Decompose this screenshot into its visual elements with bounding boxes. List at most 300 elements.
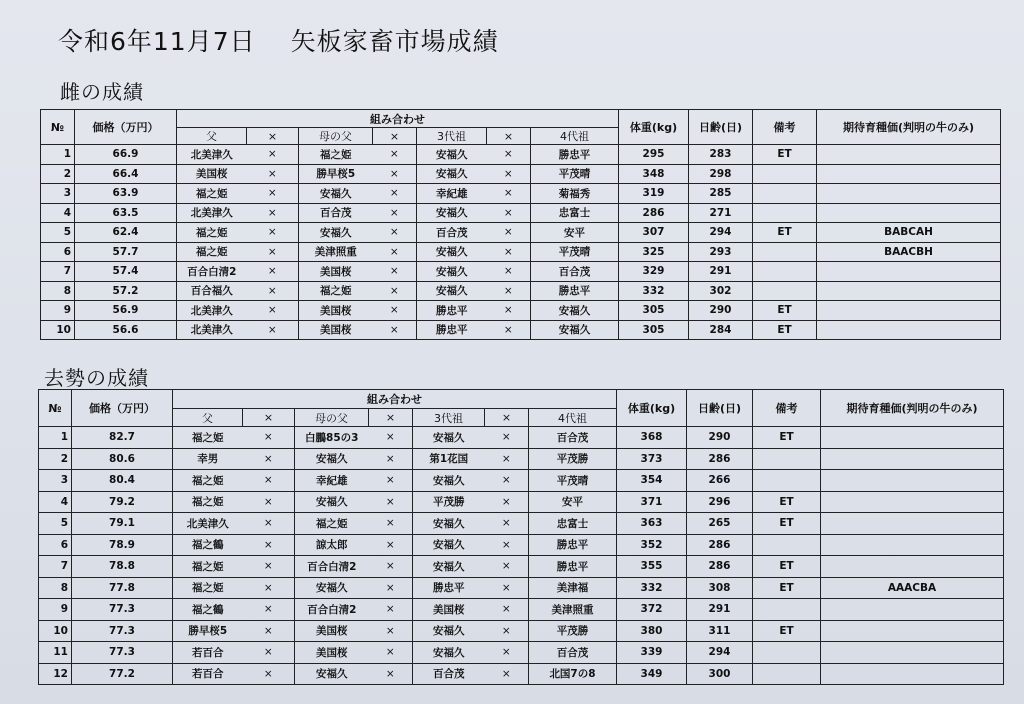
price-cell: 57.4 (75, 262, 177, 282)
cross-mark: × (485, 663, 529, 685)
gen4-cell: 平茂晴 (529, 470, 617, 492)
sire-cell: 北美津久 (173, 513, 243, 535)
sire-cell: 福之鶴 (173, 599, 243, 621)
gen3-cell: 安福久 (413, 620, 485, 642)
age-cell: 291 (689, 262, 753, 282)
age-header: 日齢(日) (689, 110, 753, 145)
sire-cell: 福之姫 (173, 427, 243, 449)
remarks-cell: ET (753, 620, 821, 642)
table-row (39, 534, 1004, 556)
dam-sire-cell: 美国桜 (299, 262, 373, 282)
steer-results-table (38, 389, 1004, 685)
cross-mark: × (373, 301, 417, 321)
row-number: 6 (39, 534, 72, 556)
heifer-section-title: 雌の成績 (60, 80, 144, 104)
remarks-cell: ET (753, 513, 821, 535)
cross-mark: × (243, 470, 295, 492)
row-number: 2 (41, 164, 75, 184)
weight-cell: 348 (619, 164, 689, 184)
price-cell: 62.4 (75, 223, 177, 243)
cross-mark: × (487, 184, 531, 204)
sire-cell: 福之姫 (173, 470, 243, 492)
cross-mark: × (369, 491, 413, 513)
price-cell: 77.8 (72, 577, 173, 599)
weight-cell: 307 (619, 223, 689, 243)
remarks-cell (753, 242, 817, 262)
remarks-cell (753, 470, 821, 492)
cross-mark: × (243, 556, 295, 578)
price-cell: 77.3 (72, 599, 173, 621)
row-number: 4 (39, 491, 72, 513)
gen3-cell: 安福久 (413, 556, 485, 578)
gen3-cell: 美国桜 (413, 599, 485, 621)
price-cell: 56.9 (75, 301, 177, 321)
header-row (41, 110, 1001, 128)
age-cell: 286 (687, 448, 753, 470)
gen4-cell: 北国7の8 (529, 663, 617, 685)
weight-cell: 352 (617, 534, 687, 556)
table-body (39, 427, 1004, 685)
remarks-cell: ET (753, 320, 817, 340)
gen4-cell: 百合茂 (531, 262, 619, 282)
row-number: 1 (39, 427, 72, 449)
cross-mark: × (243, 448, 295, 470)
cross-mark: × (247, 223, 299, 243)
sire-cell: 百合福久 (177, 281, 247, 301)
sire-cell: 福之姫 (177, 242, 247, 262)
remarks-cell (753, 262, 817, 282)
dam-sire-header: 母の父 (295, 409, 369, 427)
remarks-cell: ET (753, 301, 817, 321)
weight-cell: 354 (617, 470, 687, 492)
price-cell: 79.1 (72, 513, 173, 535)
sire-cell: 北美津久 (177, 320, 247, 340)
remarks-cell: ET (753, 556, 821, 578)
price-cell: 56.6 (75, 320, 177, 340)
table-row (39, 556, 1004, 578)
table-row (41, 145, 1001, 165)
sire-cell: 幸男 (173, 448, 243, 470)
gen4-cell: 美津福 (529, 577, 617, 599)
cross-mark: × (373, 223, 417, 243)
remarks-cell (753, 534, 821, 556)
price-cell: 80.4 (72, 470, 173, 492)
breeding-value-header: 期待育種価(判明の牛のみ) (817, 110, 1001, 145)
remarks-cell (753, 448, 821, 470)
gen3-cell: 安福久 (417, 262, 487, 282)
table-row (39, 470, 1004, 492)
breeding-value-cell (821, 556, 1004, 578)
row-number: 3 (39, 470, 72, 492)
weight-cell: 355 (617, 556, 687, 578)
weight-cell: 363 (617, 513, 687, 535)
sire-cell: 福之姫 (173, 491, 243, 513)
cross-mark: × (243, 534, 295, 556)
dam-sire-header: 母の父 (299, 128, 373, 145)
price-cell: 66.4 (75, 164, 177, 184)
remarks-cell (753, 599, 821, 621)
cross-mark: × (369, 448, 413, 470)
dam-sire-cell: 白鵬85の3 (295, 427, 369, 449)
remarks-cell (753, 184, 817, 204)
row-number: 8 (39, 577, 72, 599)
no-header: № (39, 390, 72, 427)
gen3-cell: 安福久 (417, 145, 487, 165)
weight-cell: 349 (617, 663, 687, 685)
gen4-cell: 平茂晴 (531, 164, 619, 184)
gen3-cell: 安福久 (417, 281, 487, 301)
cross-mark: × (373, 184, 417, 204)
weight-cell: 329 (619, 262, 689, 282)
cross-mark: × (487, 164, 531, 184)
age-cell: 290 (687, 427, 753, 449)
table-row (41, 184, 1001, 204)
weight-cell: 339 (617, 642, 687, 664)
remarks-cell (753, 642, 821, 664)
gen4-cell: 平茂勝 (529, 448, 617, 470)
age-cell: 294 (689, 223, 753, 243)
age-cell: 294 (687, 642, 753, 664)
cross-mark: × (373, 164, 417, 184)
sire-cell: 北美津久 (177, 203, 247, 223)
heifer-results-table (40, 109, 1001, 340)
cross-mark: × (485, 599, 529, 621)
cross-mark: × (369, 663, 413, 685)
sire-cell: 勝早桜5 (173, 620, 243, 642)
weight-cell: 295 (619, 145, 689, 165)
weight-cell: 305 (619, 301, 689, 321)
cross-mark: × (485, 491, 529, 513)
gen3-cell: 幸紀雄 (417, 184, 487, 204)
remarks-header: 備考 (753, 110, 817, 145)
row-number: 7 (39, 556, 72, 578)
table-row (39, 448, 1004, 470)
price-cell: 57.2 (75, 281, 177, 301)
row-number: 8 (41, 281, 75, 301)
gen4-header: 4代祖 (529, 409, 617, 427)
dam-sire-cell: 百合白清2 (295, 599, 369, 621)
table-header (39, 390, 1004, 427)
table-row (41, 301, 1001, 321)
table-row (39, 491, 1004, 513)
breeding-value-cell (817, 281, 1001, 301)
breeding-value-cell (821, 663, 1004, 685)
gen4-cell: 安福久 (531, 301, 619, 321)
breeding-value-cell: AAACBA (821, 577, 1004, 599)
cross-mark: × (247, 203, 299, 223)
weight-cell: 371 (617, 491, 687, 513)
table-row (39, 599, 1004, 621)
cross-mark: × (485, 409, 529, 427)
price-cell: 77.3 (72, 642, 173, 664)
price-cell: 80.6 (72, 448, 173, 470)
weight-cell: 368 (617, 427, 687, 449)
breeding-value-header: 期待育種価(判明の牛のみ) (821, 390, 1004, 427)
age-cell: 285 (689, 184, 753, 204)
cross-mark: × (369, 534, 413, 556)
age-cell: 311 (687, 620, 753, 642)
gen3-cell: 安福久 (413, 470, 485, 492)
cross-mark: × (373, 320, 417, 340)
age-cell: 300 (687, 663, 753, 685)
remarks-header: 備考 (753, 390, 821, 427)
gen3-cell: 安福久 (413, 513, 485, 535)
cross-mark: × (487, 242, 531, 262)
cross-mark: × (243, 577, 295, 599)
price-cell: 78.9 (72, 534, 173, 556)
breeding-value-cell (817, 320, 1001, 340)
dam-sire-cell: 福之姫 (299, 281, 373, 301)
breeding-value-cell (821, 599, 1004, 621)
table-row (39, 663, 1004, 685)
breeding-value-cell (817, 203, 1001, 223)
gen4-cell: 忠富士 (529, 513, 617, 535)
weight-cell: 380 (617, 620, 687, 642)
cross-mark: × (487, 128, 531, 145)
row-number: 10 (41, 320, 75, 340)
gen4-cell: 忠富士 (531, 203, 619, 223)
dam-sire-cell: 安福久 (295, 448, 369, 470)
age-cell: 302 (689, 281, 753, 301)
cross-mark: × (369, 620, 413, 642)
sire-cell: 北美津久 (177, 301, 247, 321)
cross-mark: × (487, 301, 531, 321)
cross-mark: × (369, 599, 413, 621)
cross-mark: × (487, 262, 531, 282)
combination-header: 組み合わせ (177, 110, 619, 128)
remarks-cell: ET (753, 223, 817, 243)
table-header (41, 110, 1001, 145)
gen4-header: 4代祖 (531, 128, 619, 145)
breeding-value-cell (821, 491, 1004, 513)
row-number: 5 (41, 223, 75, 243)
gen4-cell: 勝忠平 (531, 281, 619, 301)
gen3-cell: 安福久 (413, 534, 485, 556)
sire-cell: 北美津久 (177, 145, 247, 165)
cross-mark: × (247, 164, 299, 184)
gen4-cell: 安平 (529, 491, 617, 513)
cross-mark: × (373, 145, 417, 165)
age-cell: 291 (687, 599, 753, 621)
age-cell: 286 (687, 556, 753, 578)
dam-sire-cell: 美国桜 (299, 320, 373, 340)
age-cell: 293 (689, 242, 753, 262)
cross-mark: × (373, 262, 417, 282)
row-number: 11 (39, 642, 72, 664)
cross-mark: × (373, 281, 417, 301)
breeding-value-cell (821, 642, 1004, 664)
table-row (39, 577, 1004, 599)
cross-mark: × (369, 513, 413, 535)
price-header: 価格（万円） (72, 390, 173, 427)
cross-mark: × (369, 409, 413, 427)
cross-mark: × (373, 128, 417, 145)
table-row (39, 513, 1004, 535)
gen4-cell: 百合茂 (529, 427, 617, 449)
gen4-cell: 安平 (531, 223, 619, 243)
cross-mark: × (485, 470, 529, 492)
page-title: 令和6年11月7日 矢板家畜市場成績 (58, 27, 499, 56)
breeding-value-cell (821, 448, 1004, 470)
age-cell: 286 (687, 534, 753, 556)
table-row (39, 642, 1004, 664)
age-cell: 271 (689, 203, 753, 223)
cross-mark: × (485, 448, 529, 470)
breeding-value-cell (817, 301, 1001, 321)
weight-cell: 332 (619, 281, 689, 301)
dam-sire-cell: 福之姫 (299, 145, 373, 165)
price-cell: 77.2 (72, 663, 173, 685)
row-number: 9 (39, 599, 72, 621)
gen3-cell: 安福久 (413, 642, 485, 664)
gen4-cell: 菊福秀 (531, 184, 619, 204)
cross-mark: × (369, 470, 413, 492)
cross-mark: × (485, 620, 529, 642)
dam-sire-cell: 美国桜 (295, 642, 369, 664)
gen3-cell: 第1花国 (413, 448, 485, 470)
gen3-cell: 安福久 (417, 164, 487, 184)
dam-sire-cell: 百合白清2 (295, 556, 369, 578)
cross-mark: × (247, 128, 299, 145)
weight-cell: 319 (619, 184, 689, 204)
cross-mark: × (243, 599, 295, 621)
cross-mark: × (487, 203, 531, 223)
price-cell: 66.9 (75, 145, 177, 165)
sire-cell: 百合白清2 (177, 262, 247, 282)
table-row (39, 427, 1004, 449)
row-number: 12 (39, 663, 72, 685)
gen3-cell: 勝忠平 (417, 301, 487, 321)
steer-section-title: 去勢の成績 (44, 366, 149, 390)
cross-mark: × (369, 556, 413, 578)
age-header: 日齢(日) (687, 390, 753, 427)
sire-cell: 福之姫 (177, 223, 247, 243)
breeding-value-cell: BABCAH (817, 223, 1001, 243)
sire-cell: 福之鶴 (173, 534, 243, 556)
table-body (41, 145, 1001, 340)
gen3-cell: 安福久 (417, 242, 487, 262)
cross-mark: × (485, 556, 529, 578)
price-cell: 77.3 (72, 620, 173, 642)
weight-cell: 372 (617, 599, 687, 621)
cross-mark: × (247, 320, 299, 340)
dam-sire-cell: 幸紀雄 (295, 470, 369, 492)
weight-cell: 286 (619, 203, 689, 223)
row-number: 9 (41, 301, 75, 321)
cross-mark: × (247, 262, 299, 282)
row-number: 6 (41, 242, 75, 262)
dam-sire-cell: 安福久 (295, 577, 369, 599)
gen4-cell: 百合茂 (529, 642, 617, 664)
cross-mark: × (369, 427, 413, 449)
table-row (41, 164, 1001, 184)
table-row (41, 320, 1001, 340)
sire-header: 父 (177, 128, 247, 145)
cross-mark: × (485, 427, 529, 449)
weight-header: 体重(kg) (619, 110, 689, 145)
table-row (39, 620, 1004, 642)
gen4-cell: 安福久 (531, 320, 619, 340)
table-row (41, 262, 1001, 282)
breeding-value-cell (817, 164, 1001, 184)
remarks-cell: ET (753, 145, 817, 165)
age-cell: 298 (689, 164, 753, 184)
gen4-cell: 勝忠平 (529, 534, 617, 556)
weight-header: 体重(kg) (617, 390, 687, 427)
gen3-cell: 百合茂 (413, 663, 485, 685)
weight-cell: 332 (617, 577, 687, 599)
cross-mark: × (247, 184, 299, 204)
gen4-cell: 平茂晴 (531, 242, 619, 262)
combination-header: 組み合わせ (173, 390, 617, 409)
price-header: 価格（万円） (75, 110, 177, 145)
price-cell: 82.7 (72, 427, 173, 449)
remarks-cell (753, 164, 817, 184)
cross-mark: × (487, 320, 531, 340)
cross-mark: × (247, 301, 299, 321)
dam-sire-cell: 美国桜 (299, 301, 373, 321)
cross-mark: × (487, 145, 531, 165)
breeding-value-cell (821, 427, 1004, 449)
dam-sire-cell: 勝早桜5 (299, 164, 373, 184)
price-cell: 78.8 (72, 556, 173, 578)
cross-mark: × (373, 242, 417, 262)
gen4-cell: 勝忠平 (531, 145, 619, 165)
dam-sire-cell: 美津照重 (299, 242, 373, 262)
header-row (39, 390, 1004, 409)
cross-mark: × (485, 577, 529, 599)
breeding-value-cell (821, 513, 1004, 535)
gen4-cell: 勝忠平 (529, 556, 617, 578)
weight-cell: 325 (619, 242, 689, 262)
age-cell: 296 (687, 491, 753, 513)
sire-cell: 福之姫 (177, 184, 247, 204)
weight-cell: 373 (617, 448, 687, 470)
row-number: 4 (41, 203, 75, 223)
cross-mark: × (243, 620, 295, 642)
breeding-value-cell (821, 620, 1004, 642)
cross-mark: × (487, 281, 531, 301)
cross-mark: × (369, 577, 413, 599)
cross-mark: × (487, 223, 531, 243)
breeding-value-cell (821, 470, 1004, 492)
gen3-cell: 勝忠平 (413, 577, 485, 599)
table-row (41, 242, 1001, 262)
age-cell: 266 (687, 470, 753, 492)
table-row (41, 223, 1001, 243)
gen3-cell: 平茂勝 (413, 491, 485, 513)
age-cell: 290 (689, 301, 753, 321)
gen3-cell: 安福久 (413, 427, 485, 449)
sire-cell: 福之姫 (173, 577, 243, 599)
breeding-value-cell (817, 184, 1001, 204)
row-number: 1 (41, 145, 75, 165)
cross-mark: × (243, 663, 295, 685)
sire-cell: 美国桜 (177, 164, 247, 184)
gen3-header: 3代祖 (417, 128, 487, 145)
cross-mark: × (247, 281, 299, 301)
no-header: № (41, 110, 75, 145)
row-number: 10 (39, 620, 72, 642)
breeding-value-cell (821, 534, 1004, 556)
row-number: 2 (39, 448, 72, 470)
dam-sire-cell: 美国桜 (295, 620, 369, 642)
price-cell: 79.2 (72, 491, 173, 513)
gen3-cell: 安福久 (417, 203, 487, 223)
dam-sire-cell: 福之姫 (295, 513, 369, 535)
gen3-cell: 勝忠平 (417, 320, 487, 340)
sire-cell: 若百合 (173, 663, 243, 685)
